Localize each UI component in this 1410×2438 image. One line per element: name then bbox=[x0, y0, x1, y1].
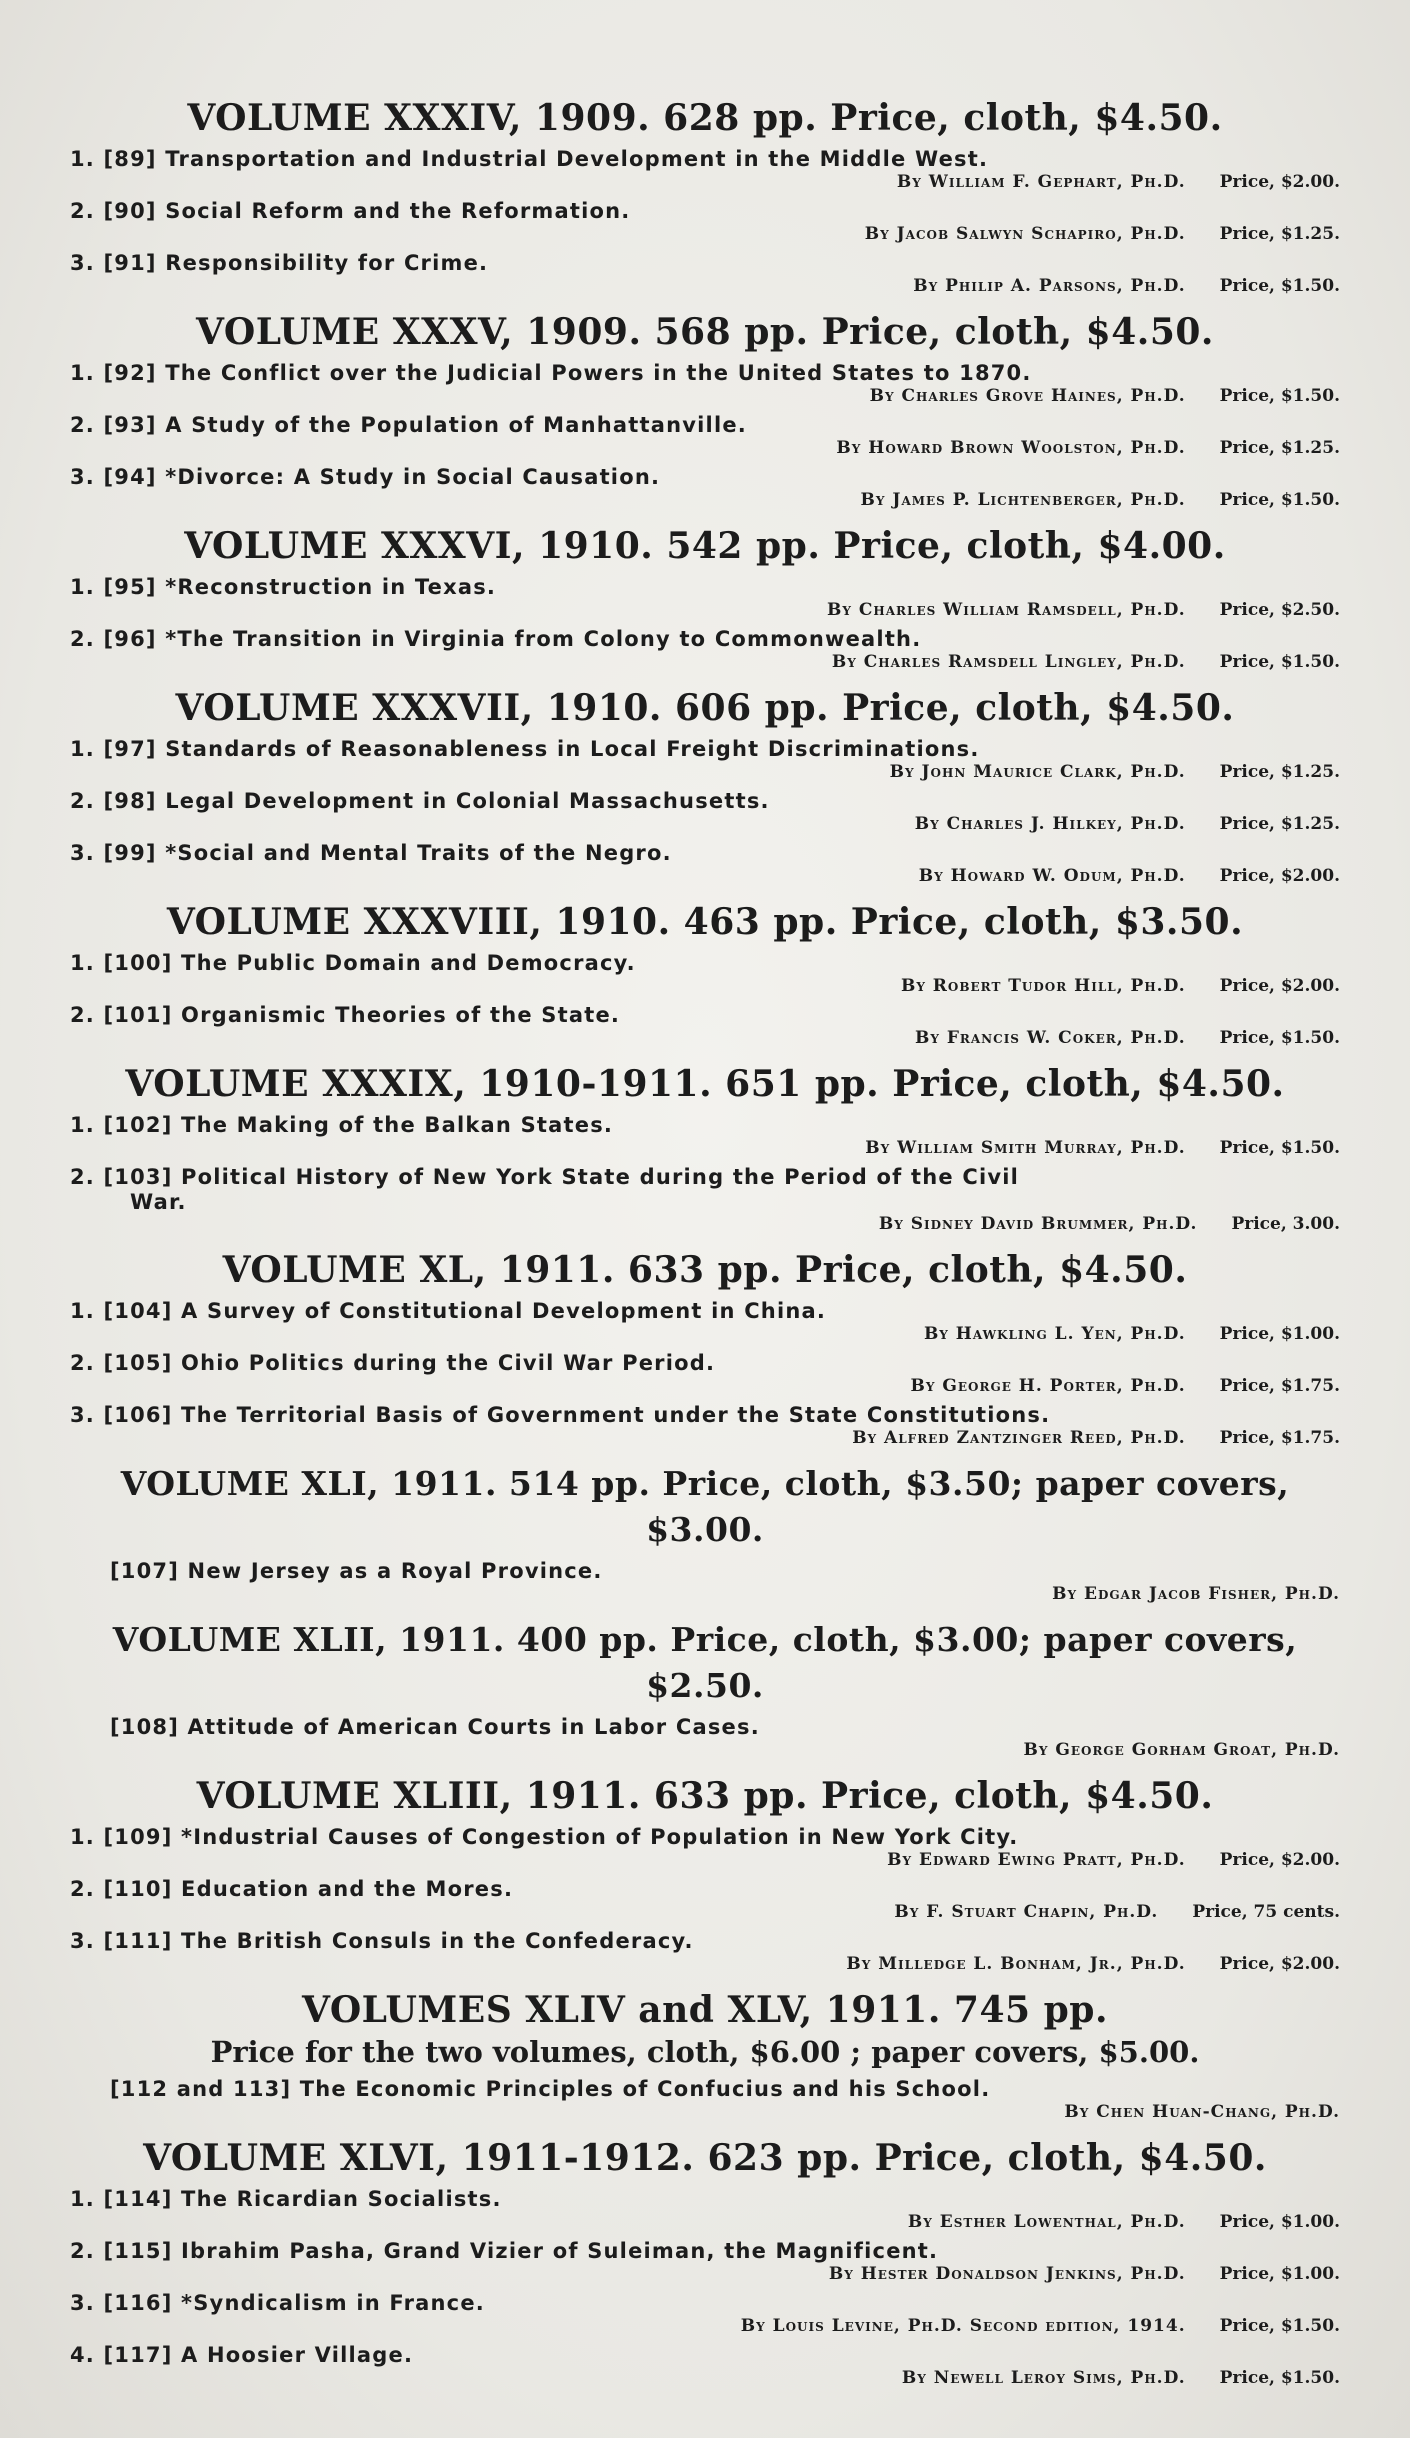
entry-byline bbox=[70, 2368, 1340, 2389]
entry-title-line bbox=[70, 251, 1340, 276]
entry-title: 2. [103] Political History of New York State during the Period of the Civil bbox=[70, 1165, 1020, 1189]
volume-section bbox=[70, 309, 1340, 511]
entry-title: 1. [102] The Making of the Balkan States. bbox=[70, 1113, 614, 1137]
entry-author: By Chen Huan-Chang, Ph.D. bbox=[1064, 2102, 1340, 2122]
volume-heading: VOLUME XLVI, 1911-1912. 623 pp. Price, cloth, $4.50. bbox=[143, 2137, 1267, 2179]
entry-price: Price, 75 cents. bbox=[1192, 1902, 1340, 1922]
entry-title-line bbox=[70, 1113, 1340, 1138]
entry-price: Price, $1.50. bbox=[1219, 1138, 1340, 1158]
entry-byline bbox=[70, 1584, 1340, 1605]
entry-price: Price, $1.50. bbox=[1219, 386, 1340, 406]
list-item bbox=[70, 789, 1340, 835]
entry-author: By Louis Levine, Ph.D. Second edition, 1914. bbox=[740, 2316, 1186, 2336]
entry-author: By Edgar Jacob Fisher, Ph.D. bbox=[1052, 1584, 1340, 1604]
volume-section bbox=[70, 1773, 1340, 1975]
entry-list bbox=[70, 147, 1340, 297]
entry-byline bbox=[70, 1376, 1340, 1397]
list-item bbox=[70, 465, 1340, 511]
entry-title-line bbox=[70, 2239, 1340, 2264]
volume-section bbox=[70, 1247, 1340, 1449]
entry-price: Price, $1.50. bbox=[1219, 276, 1340, 296]
list-item bbox=[70, 2343, 1340, 2389]
entry-list bbox=[70, 1825, 1340, 1975]
volume-section bbox=[70, 1987, 1340, 2123]
entry-title-line bbox=[70, 413, 1340, 438]
list-item bbox=[70, 1559, 1340, 1605]
list-item bbox=[70, 1299, 1340, 1345]
entry-title: 3. [91] Responsibility for Crime. bbox=[70, 251, 489, 275]
entry-title: 1. [104] A Survey of Constitutional Development in China. bbox=[70, 1299, 827, 1323]
entry-title: 3. [116] *Syndicalism in France. bbox=[70, 2291, 485, 2315]
entry-byline bbox=[70, 814, 1340, 835]
list-item bbox=[70, 1929, 1340, 1975]
volume-heading: VOLUME XXXV, 1909. 568 pp. Price, cloth, $4.50. bbox=[196, 311, 1214, 353]
entry-price: Price, $2.00. bbox=[1219, 976, 1340, 996]
entry-author: By Hester Donaldson Jenkins, Ph.D. bbox=[828, 2264, 1186, 2284]
entry-author: By Robert Tudor Hill, Ph.D. bbox=[900, 976, 1186, 996]
entry-list bbox=[70, 575, 1340, 673]
entry-title-line bbox=[70, 1877, 1340, 1902]
entry-price: Price, 3.00. bbox=[1231, 1214, 1340, 1234]
list-item bbox=[70, 1715, 1340, 1761]
entry-title-line bbox=[70, 1003, 1340, 1028]
volume-heading: VOLUME XL, 1911. 633 pp. Price, cloth, $4.50. bbox=[222, 1249, 1188, 1291]
list-item bbox=[70, 1403, 1340, 1449]
entry-price: Price, $2.00. bbox=[1219, 1850, 1340, 1870]
entry-title: 2. [110] Education and the Mores. bbox=[70, 1877, 514, 1901]
entry-byline bbox=[70, 1428, 1340, 1449]
entry-price: Price, $1.25. bbox=[1219, 438, 1340, 458]
entry-price: Price, $2.50. bbox=[1219, 600, 1340, 620]
entry-title-line bbox=[70, 147, 1340, 172]
entry-price: Price, $1.75. bbox=[1219, 1428, 1340, 1448]
volume-heading: VOLUME XXXVII, 1910. 606 pp. Price, cloth, $4.50. bbox=[175, 687, 1235, 729]
entry-list bbox=[70, 1715, 1340, 1761]
entry-author: By Charles Ramsdell Lingley, Ph.D. bbox=[831, 652, 1186, 672]
entry-byline bbox=[70, 1954, 1340, 1975]
entry-list bbox=[70, 951, 1340, 1049]
entry-list bbox=[70, 2187, 1340, 2389]
list-item bbox=[70, 1825, 1340, 1871]
entry-price: Price, $2.00. bbox=[1219, 1954, 1340, 1974]
entry-title-line bbox=[70, 2291, 1340, 2316]
entry-byline bbox=[70, 1214, 1340, 1235]
volume-heading: VOLUME XXXVI, 1910. 542 pp. Price, cloth, $4.00. bbox=[184, 525, 1226, 567]
volume-subheading: Price for the two volumes, cloth, $6.00 ; paper covers, $5.00. bbox=[210, 2035, 1200, 2069]
entry-list bbox=[70, 2077, 1340, 2123]
entry-title-line bbox=[70, 1929, 1340, 1954]
entry-price: Price, $1.50. bbox=[1219, 490, 1340, 510]
entry-author: By Esther Lowenthal, Ph.D. bbox=[907, 2212, 1186, 2232]
volume-heading: VOLUME XXXIX, 1910-1911. 651 pp. Price, cloth, $4.50. bbox=[125, 1063, 1285, 1105]
entry-author: By Philip A. Parsons, Ph.D. bbox=[913, 276, 1186, 296]
entry-title: 4. [117] A Hoosier Village. bbox=[70, 2343, 414, 2367]
list-item bbox=[70, 951, 1340, 997]
entry-byline bbox=[70, 652, 1340, 673]
entry-title-line bbox=[70, 1299, 1340, 1324]
entry-author: By Jacob Salwyn Schapiro, Ph.D. bbox=[864, 224, 1186, 244]
volume-section bbox=[70, 899, 1340, 1049]
entry-price: Price, $1.50. bbox=[1219, 1028, 1340, 1048]
entry-title-line bbox=[70, 361, 1340, 386]
entry-title: [112 and 113] The Economic Principles of Confucius and his School. bbox=[110, 2077, 991, 2101]
entry-byline bbox=[70, 1740, 1340, 1761]
entry-byline bbox=[70, 762, 1340, 783]
entry-author: By Howard Brown Woolston, Ph.D. bbox=[836, 438, 1186, 458]
entry-list bbox=[70, 361, 1340, 511]
entry-author: By William F. Gephart, Ph.D. bbox=[896, 172, 1186, 192]
entry-author: By William Smith Murray, Ph.D. bbox=[865, 1138, 1186, 1158]
entry-title-continued: War. bbox=[130, 1190, 187, 1214]
entry-title-line bbox=[70, 2343, 1340, 2368]
entry-title: 3. [106] The Territorial Basis of Government under the State Constitutions. bbox=[70, 1403, 1051, 1427]
entry-title-line bbox=[70, 737, 1340, 762]
entry-price: Price, $1.00. bbox=[1219, 2212, 1340, 2232]
list-item bbox=[70, 1351, 1340, 1397]
list-item bbox=[70, 1113, 1340, 1159]
entry-title: 2. [98] Legal Development in Colonial Massachusetts. bbox=[70, 789, 770, 813]
entry-author: By Edward Ewing Pratt, Ph.D. bbox=[887, 1850, 1186, 1870]
entry-title: 2. [105] Ohio Politics during the Civil War Period. bbox=[70, 1351, 716, 1375]
entry-author: By Alfred Zantzinger Reed, Ph.D. bbox=[852, 1428, 1186, 1448]
volume-section bbox=[70, 95, 1340, 297]
entry-price: Price, $1.50. bbox=[1219, 2316, 1340, 2336]
entry-author: By George Gorham Groat, Ph.D. bbox=[1023, 1740, 1340, 1760]
entry-author: By Hawkling L. Yen, Ph.D. bbox=[923, 1324, 1186, 1344]
entry-title: 2. [93] A Study of the Population of Manhattanville. bbox=[70, 413, 747, 437]
entry-byline bbox=[70, 2264, 1340, 2285]
entry-byline bbox=[70, 1028, 1340, 1049]
entry-title: 1. [92] The Conflict over the Judicial Powers in the United States to 1870. bbox=[70, 361, 1032, 385]
entry-price: Price, $1.00. bbox=[1219, 2264, 1340, 2284]
volume-heading: VOLUME XXXVIII, 1910. 463 pp. Price, cloth, $3.50. bbox=[166, 901, 1244, 943]
volume-section bbox=[70, 685, 1340, 887]
list-item bbox=[70, 361, 1340, 407]
entry-byline bbox=[70, 2212, 1340, 2233]
entry-author: By Charles Grove Haines, Ph.D. bbox=[869, 386, 1186, 406]
entry-price: Price, $1.75. bbox=[1219, 1376, 1340, 1396]
list-item bbox=[70, 2239, 1340, 2285]
entry-title-line bbox=[70, 2187, 1340, 2212]
list-item bbox=[70, 1877, 1340, 1923]
entry-title-line bbox=[70, 1351, 1340, 1376]
entry-title-line bbox=[70, 1165, 1340, 1190]
entry-byline bbox=[70, 1850, 1340, 1871]
entry-byline bbox=[70, 2102, 1340, 2123]
entry-byline bbox=[70, 600, 1340, 621]
volume-section bbox=[70, 1461, 1340, 1605]
entry-price: Price, $1.00. bbox=[1219, 1324, 1340, 1344]
entry-title-line bbox=[70, 1825, 1340, 1850]
entry-title-line bbox=[70, 2077, 1340, 2102]
volume-heading: VOLUME XXXIV, 1909. 628 pp. Price, cloth, $4.50. bbox=[187, 97, 1223, 139]
entry-byline bbox=[70, 1138, 1340, 1159]
entry-byline bbox=[70, 2316, 1340, 2337]
list-item bbox=[70, 147, 1340, 193]
list-item bbox=[70, 2077, 1340, 2123]
volume-heading: VOLUME XLIII, 1911. 633 pp. Price, cloth, $4.50. bbox=[196, 1775, 1214, 1817]
entry-byline bbox=[70, 438, 1340, 459]
volume-section bbox=[70, 1617, 1340, 1761]
list-item bbox=[70, 199, 1340, 245]
entry-byline bbox=[70, 386, 1340, 407]
list-item bbox=[70, 737, 1340, 783]
entry-title: 1. [89] Transportation and Industrial Development in the Middle West. bbox=[70, 147, 989, 171]
entry-byline bbox=[70, 1902, 1340, 1923]
volume-heading: VOLUME XLI, 1911. 514 pp. Price, cloth, $3.50; paper covers, $3.00. bbox=[120, 1464, 1290, 1549]
entry-title-line bbox=[70, 627, 1340, 652]
entry-author: By F. Stuart Chapin, Ph.D. bbox=[894, 1902, 1159, 1922]
list-item bbox=[70, 1003, 1340, 1049]
entry-author: By John Maurice Clark, Ph.D. bbox=[889, 762, 1186, 782]
entry-price: Price, $2.00. bbox=[1219, 172, 1340, 192]
entry-title: 2. [96] *The Transition in Virginia from Colony to Commonwealth. bbox=[70, 627, 922, 651]
entry-price: Price, $1.25. bbox=[1219, 762, 1340, 782]
entry-title-line bbox=[70, 1715, 1340, 1740]
list-item bbox=[70, 2291, 1340, 2337]
entry-price: Price, $1.50. bbox=[1219, 2368, 1340, 2388]
list-item bbox=[70, 2187, 1340, 2233]
entry-byline bbox=[70, 490, 1340, 511]
volume-section bbox=[70, 523, 1340, 673]
entry-price: Price, $2.00. bbox=[1219, 866, 1340, 886]
entry-title: 3. [111] The British Consuls in the Confederacy. bbox=[70, 1929, 694, 1953]
list-item bbox=[70, 841, 1340, 887]
list-item bbox=[70, 575, 1340, 621]
entry-title-line bbox=[70, 465, 1340, 490]
list-item bbox=[70, 1165, 1340, 1235]
entry-author: By Sidney David Brummer, Ph.D. bbox=[878, 1214, 1198, 1234]
entry-list bbox=[70, 1559, 1340, 1605]
entry-author: By Francis W. Coker, Ph.D. bbox=[914, 1028, 1186, 1048]
entry-author: By James P. Lichtenberger, Ph.D. bbox=[860, 490, 1186, 510]
entry-title: 2. [90] Social Reform and the Reformation. bbox=[70, 199, 631, 223]
entry-title-line bbox=[70, 951, 1340, 976]
list-item bbox=[70, 413, 1340, 459]
entry-price: Price, $1.25. bbox=[1219, 814, 1340, 834]
entry-list bbox=[70, 1299, 1340, 1449]
entry-title-line bbox=[70, 575, 1340, 600]
volume-heading: VOLUMES XLIV and XLV, 1911. 745 pp. bbox=[302, 1989, 1108, 2031]
entry-price: Price, $1.50. bbox=[1219, 652, 1340, 672]
list-item bbox=[70, 251, 1340, 297]
entry-author: By Charles J. Hilkey, Ph.D. bbox=[914, 814, 1186, 834]
entry-title: 1. [114] The Ricardian Socialists. bbox=[70, 2187, 502, 2211]
entry-byline bbox=[70, 976, 1340, 997]
entry-author: By Milledge L. Bonham, Jr., Ph.D. bbox=[846, 1954, 1186, 1974]
entry-byline bbox=[70, 172, 1340, 193]
list-item bbox=[70, 627, 1340, 673]
entry-list bbox=[70, 737, 1340, 887]
entry-byline bbox=[70, 276, 1340, 297]
volume-heading: VOLUME XLII, 1911. 400 pp. Price, cloth, $3.00; paper covers, $2.50. bbox=[112, 1620, 1298, 1705]
entry-title-line bbox=[70, 199, 1340, 224]
entry-title: [108] Attitude of American Courts in Labor Cases. bbox=[110, 1715, 760, 1739]
entry-byline bbox=[70, 1324, 1340, 1345]
entry-author: By Newell Leroy Sims, Ph.D. bbox=[901, 2368, 1186, 2388]
entry-title-line bbox=[70, 789, 1340, 814]
entry-title: 1. [109] *Industrial Causes of Congestion of Population in New York City. bbox=[70, 1825, 1019, 1849]
entry-byline bbox=[70, 224, 1340, 245]
entry-title-line bbox=[70, 1559, 1340, 1584]
entry-author: By Howard W. Odum, Ph.D. bbox=[918, 866, 1186, 886]
entry-author: By Charles William Ramsdell, Ph.D. bbox=[827, 600, 1186, 620]
entry-title: 2. [115] Ibrahim Pasha, Grand Vizier of Suleiman, the Magnificent. bbox=[70, 2239, 939, 2263]
entry-title: 1. [100] The Public Domain and Democracy. bbox=[70, 951, 636, 975]
entry-title: 3. [99] *Social and Mental Traits of the Negro. bbox=[70, 841, 672, 865]
entry-author: By George H. Porter, Ph.D. bbox=[910, 1376, 1186, 1396]
entry-title: 3. [94] *Divorce: A Study in Social Causation. bbox=[70, 465, 661, 489]
entry-title: 2. [101] Organismic Theories of the State. bbox=[70, 1003, 621, 1027]
volume-section bbox=[70, 1061, 1340, 1235]
entry-title: 1. [97] Standards of Reasonableness in Local Freight Discriminations. bbox=[70, 737, 980, 761]
entry-title: [107] New Jersey as a Royal Province. bbox=[110, 1559, 603, 1583]
entry-title-line bbox=[70, 1403, 1340, 1428]
entry-price: Price, $1.25. bbox=[1219, 224, 1340, 244]
entry-byline bbox=[70, 866, 1340, 887]
entry-title: 1. [95] *Reconstruction in Texas. bbox=[70, 575, 497, 599]
volume-section bbox=[70, 2135, 1340, 2389]
entry-title-line bbox=[70, 841, 1340, 866]
entry-list bbox=[70, 1113, 1340, 1235]
